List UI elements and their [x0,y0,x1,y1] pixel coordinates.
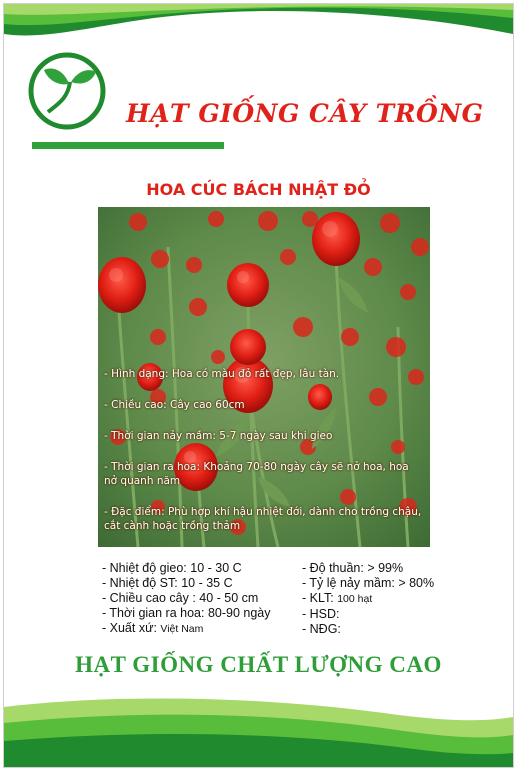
description-height: - Chiều cao: Cây cao 60cm [104,399,245,411]
spec-purity: - Độ thuần: > 99% [302,561,404,575]
description-features: - Đặc điểm: Phù hợp khí hậu nhiệt đới, dành cho trồng chậu, cắt cành hoặc trồng thảm [104,506,422,532]
spec-germination-rate: - Tỷ lệ nảy mầm: > 80% [302,576,435,590]
description-germination: - Thời gian nảy mầm: 5-7 ngày sau khi gieo [104,430,333,442]
description-shape: - Hình dạng: Hoa có màu đỏ rất đẹp, lâu tàn. [104,368,340,380]
specs-left [102,561,271,637]
spec-origin: - Xuất xứ: Việt Nam [102,621,204,635]
spec-flowering-time: - Thời gian ra hoa: 80-90 ngày [102,606,271,620]
product-description [104,367,424,547]
quality-slogan: HẠT GIỐNG CHẤT LƯỢNG CAO [75,652,442,677]
product-photo [98,207,430,547]
seedling-logo-icon [26,50,108,132]
brand-name: HẠT GIỐNG CÂY TRỒNG [126,99,484,128]
product-title: HOA CÚC BÁCH NHẬT ĐỎ [146,180,371,199]
spec-plant-height: - Chiều cao cây : 40 - 50 cm [102,591,259,605]
spec-packing-date: - NĐG: [302,622,341,636]
spec-growth-temperature: - Nhiệt độ ST: 10 - 35 C [102,576,233,590]
top-wave-decoration [4,4,513,52]
spec-sowing-temperature: - Nhiệt độ gieo: 10 - 30 C [102,561,242,575]
brand-underline [32,142,224,149]
seed-packet [3,3,514,768]
specs-right [302,561,434,637]
description-flowering: - Thời gian ra hoa: Khoảng 70-80 ngày cây sẽ nở hoa, hoa nở quanh năm [104,461,409,487]
spec-expiry: - HSD: [302,607,340,621]
spec-weight: - KLT: 100 hạt [302,591,373,605]
bottom-wave-decoration [4,687,513,767]
